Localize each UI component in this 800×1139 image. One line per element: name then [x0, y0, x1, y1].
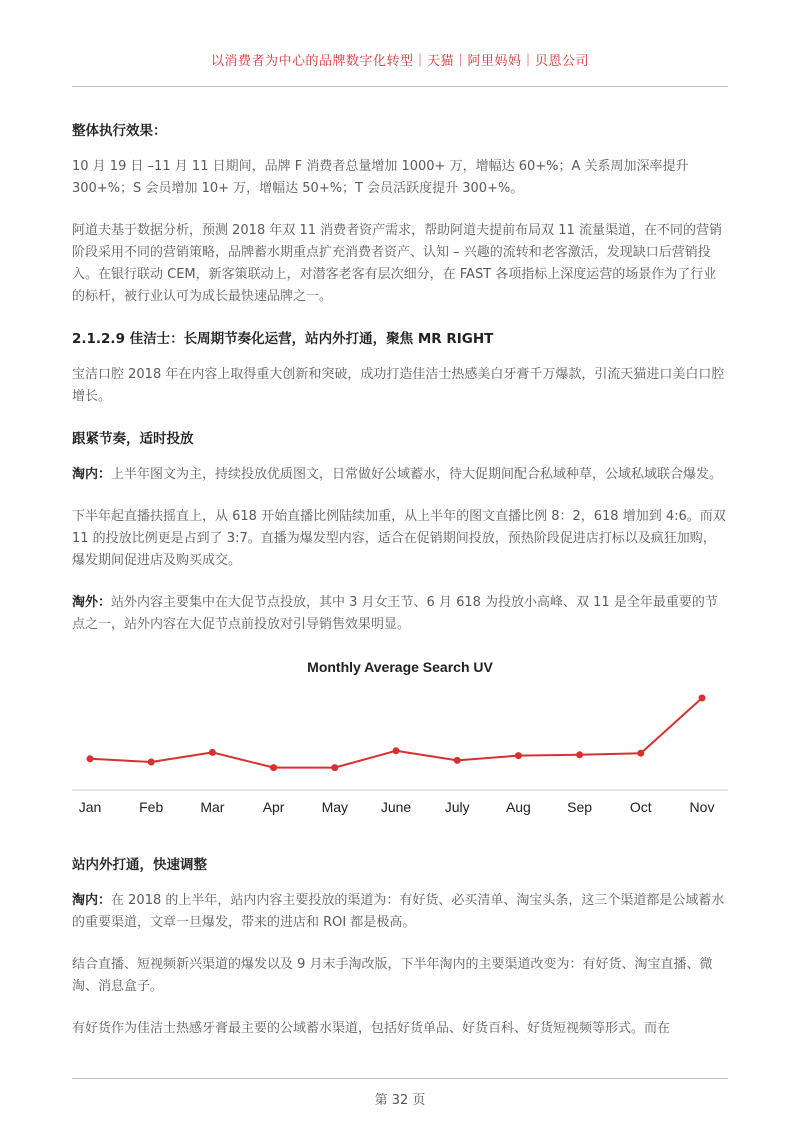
paragraph: 结合直播、短视频新兴渠道的爆发以及 9 月末手淘改版，下半年淘内的主要渠道改变为：有好货、淘宝直播、微淘、消息盒子。	[72, 957, 713, 994]
section-heading: 2.1.2.9 佳洁士：长周期节奏化运营，站内外打通，聚焦 MR RIGHT	[72, 331, 494, 347]
search-uv-chart	[72, 650, 728, 840]
section-heading: 站内外打通，快速调整	[72, 857, 207, 873]
paragraph-lead: 淘内：	[72, 467, 112, 482]
page-body	[72, 120, 728, 1040]
paragraph-lead: 淘外：	[72, 595, 112, 610]
data-point	[576, 751, 583, 758]
paragraph-text: 站外内容主要集中在大促节点投放，其中 3 月女王节、6 月 618 为投放小高峰、双 11 是全年最重要的节点之一，站外内容在大促节点前投放对引导销售效果明显。	[72, 595, 718, 632]
paragraph: 宝洁口腔 2018 年在内容上取得重大创新和突破，成功打造佳洁士热感美白牙膏千万爆款，引流天猫进口美白口腔增长。	[72, 367, 725, 404]
paragraph: 下半年起直播扶摇直上，从 618 开始直播比例陆续加重，从上半年的图文直播比例 8：2，618 增加到 4:6。而双 11 的投放比例更是占到了 3:7。直播为爆发型内容，适合在促销期间投放，预热阶段促进店打标以及疯狂加购，爆发期间促进店及购买成交。	[72, 509, 726, 568]
data-point	[270, 764, 277, 771]
data-point	[637, 750, 644, 757]
running-header: 以消费者为中心的品牌数字化转型｜天猫｜阿里妈妈｜贝恩公司	[210, 54, 589, 69]
x-tick-label: May	[321, 799, 349, 815]
chart-title: Monthly Average Search UV	[307, 659, 493, 675]
section-heading: 整体执行效果：	[72, 123, 167, 139]
x-tick-label: June	[380, 799, 412, 815]
paragraph: 有好货作为佳洁士热感牙膏最主要的公域蓄水渠道，包括好货单品、好货百科、好货短视频等形式。而在	[72, 1021, 671, 1036]
line-chart-svg	[72, 650, 728, 840]
data-point	[331, 764, 338, 771]
paragraph-lead: 淘内：	[72, 893, 112, 908]
paragraph: 阿道夫基于数据分析，预测 2018 年双 11 消费者资产需求，帮助阿道夫提前布局双 11 流量渠道，在不同的营销阶段采用不同的营销策略，品牌蓄水期重点扩充消费者资产、认知 – 兴趣的流转和老客激活，发现缺口后营销投入。在银行联动 CEM，新客策联动上，对潜客老客有层次细分，在 FAST 各项指标上深度运营的场景作为了行业的标杆，被行业认可为成长最快速品牌之一。	[72, 223, 722, 304]
paragraph	[72, 464, 728, 486]
paragraph-text: 上半年图文为主，持续投放优质图文，日常做好公域蓄水，待大促期间配合私域种草，公域私域联合爆发。	[111, 467, 723, 482]
data-point	[454, 757, 461, 764]
x-tick-label: Aug	[505, 799, 531, 815]
series-line	[90, 698, 702, 768]
x-tick-label: Feb	[139, 799, 164, 815]
data-point	[209, 749, 216, 756]
x-tick-label: July	[444, 799, 470, 815]
paragraph	[72, 890, 728, 934]
data-point	[699, 695, 706, 702]
paragraph: 10 月 19 日 –11 月 11 日期间，品牌 F 消费者总量增加 1000+ 万，增幅达 60+%；A 关系周加深率提升 300+%；S 会员增加 10+ 万，增幅达 50+%；T 会员活跃度提升 300+%。	[72, 159, 689, 196]
x-tick-label: Jan	[78, 799, 102, 815]
paragraph-text: 在 2018 的上半年，站内内容主要投放的渠道为：有好货、必买清单、淘宝头条，这三个渠道都是公域蓄水的重要渠道，文章一旦爆发，带来的进店和 ROI 都是极高。	[72, 893, 725, 930]
section-heading: 跟紧节奏，适时投放	[72, 431, 194, 447]
x-tick-label: Nov	[689, 799, 715, 815]
paragraph	[72, 592, 728, 636]
header-divider	[72, 86, 728, 87]
data-point	[515, 752, 522, 759]
x-tick-label: Mar	[200, 799, 225, 815]
x-tick-label: Sep	[567, 799, 593, 815]
x-tick-label: Apr	[262, 799, 285, 815]
page-number: 第 32 页	[374, 1093, 426, 1108]
data-point	[148, 759, 155, 766]
data-point	[87, 755, 94, 762]
data-point	[393, 747, 400, 754]
footer-divider	[72, 1078, 728, 1079]
x-tick-label: Oct	[629, 799, 652, 815]
